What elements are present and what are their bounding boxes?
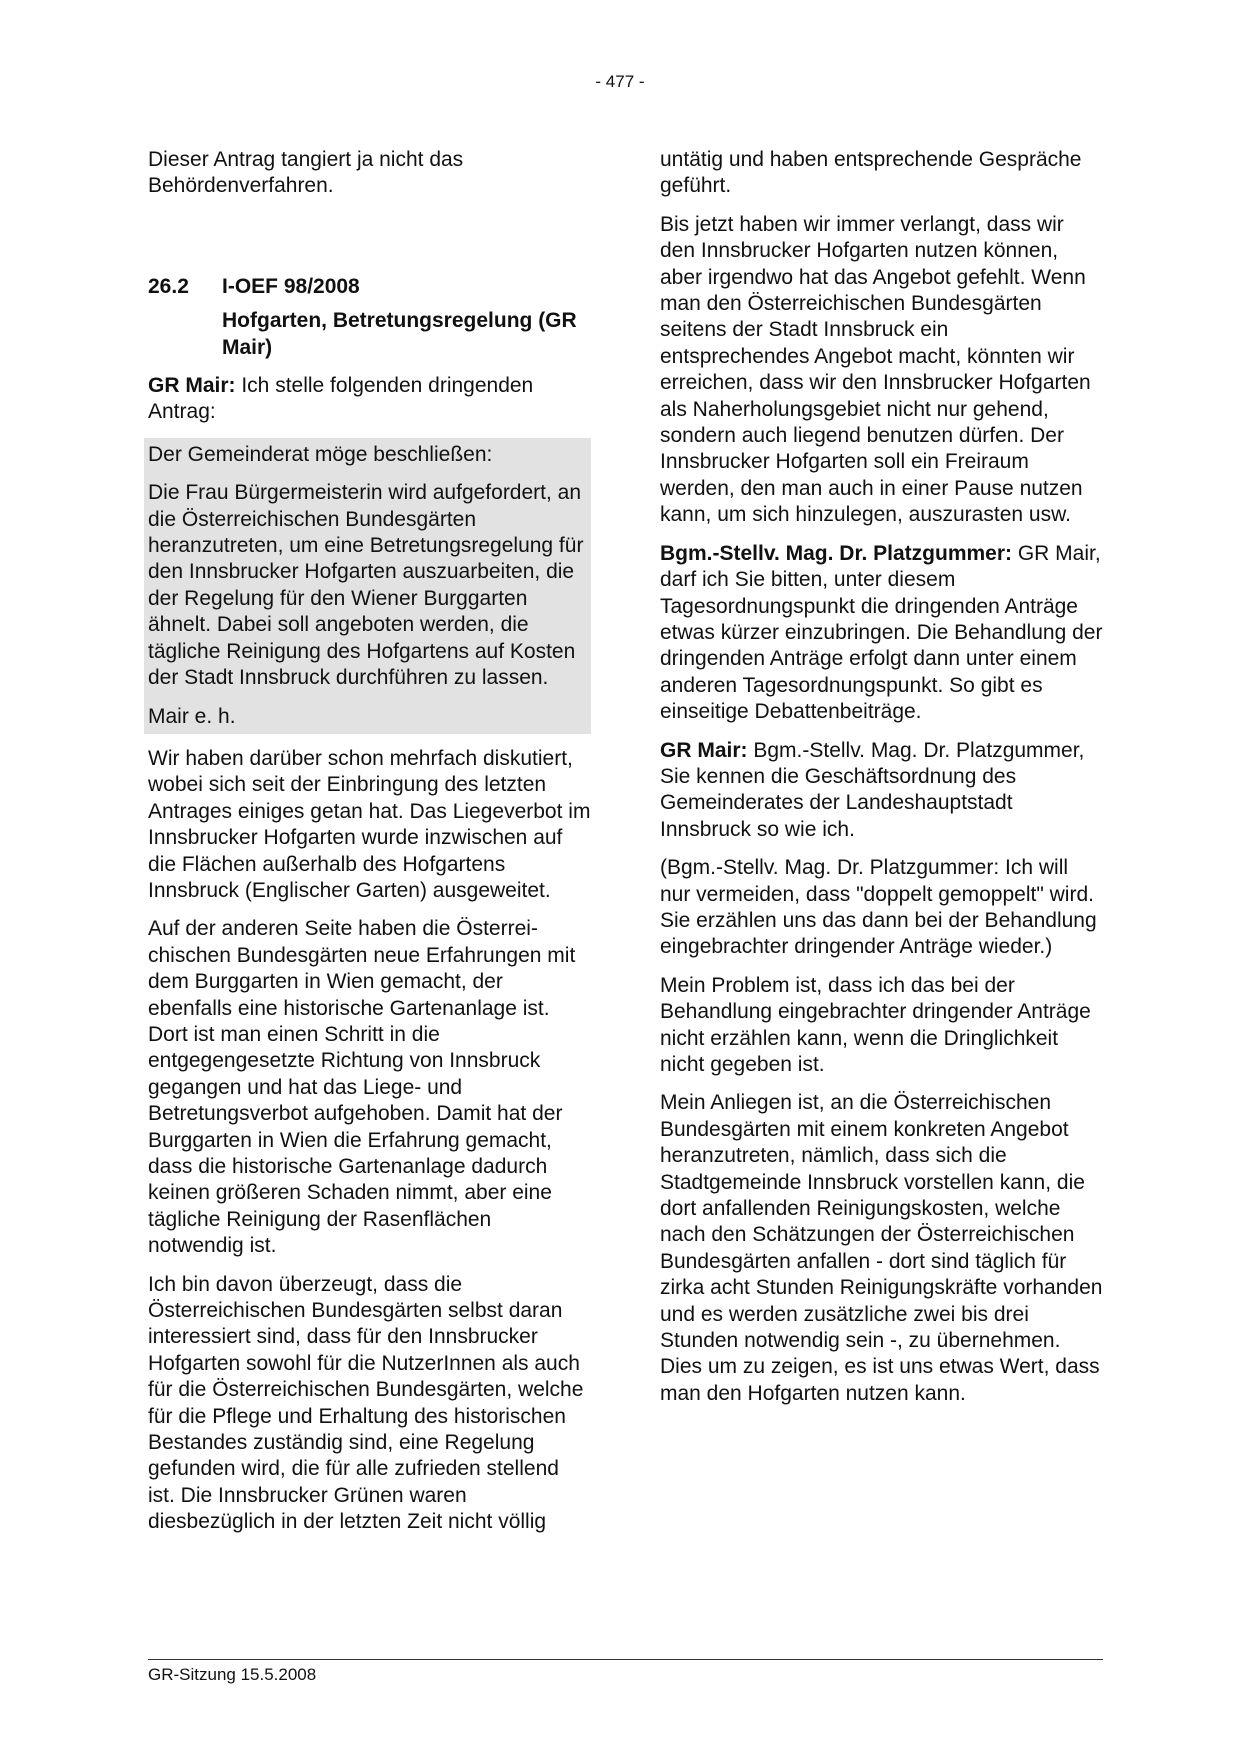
agenda-item-heading (148, 274, 591, 300)
speaker-name: GR Mair: (660, 738, 748, 762)
speech-paragraph (660, 541, 1103, 726)
speaker-name: GR Mair: (148, 374, 236, 398)
speech-text: Ich stelle folgenden dringenden Antrag: (148, 374, 534, 424)
agenda-item-code: I-OEF 98/2008 (222, 274, 360, 298)
motion-signature: Mair e. h. (148, 704, 236, 728)
speech-paragraph (660, 738, 1103, 844)
agenda-item-title: Hofgarten, Betretungsregelung (GR Mair) (222, 309, 577, 359)
footer-session-date: GR-Sitzung 15.5.2008 (148, 1665, 317, 1684)
intro-paragraph: Dieser Antrag tangiert ja nicht das Behördenverfahren. (148, 148, 464, 198)
footer-divider (148, 1659, 1103, 1660)
motion-body: Die Frau Bürgermeisterin wird aufgefordert, an die Österreichischen Bundesgärten heranzutreten, um eine Betretungsregelung für den Innsbrucker Hofgarten auszuarbeiten, die der Regelung für den Wiener Burggarten ähnelt. Dabei soll angeboten werden, die tägliche Reinigung des Hofgartens auf Kosten der Stadt Innsbruck durchführen zu lassen. (148, 481, 584, 690)
right-column (660, 147, 1103, 1419)
speech-paragraph (148, 373, 591, 426)
body-paragraph: Ich bin davon überzeugt, dass die Österreichischen Bundesgärten selbst daran interessiert sind, dass für den Innsbrucker Hofgarten sowohl für die NutzerInnen als auch für die Österreichischen Bundesgärten, welche für die Pflege und Erhaltung des historischen Bestandes zuständig sind, eine Regelung gefunden wird, die für alle zufrieden stellend ist. Die Innsbrucker Grünen waren diesbezüglich in der letzten Zeit nicht völlig (148, 1272, 584, 1534)
motion-intro: Der Gemeinderat möge beschließen: (148, 442, 493, 466)
body-paragraph: Bis jetzt haben wir immer verlangt, dass wir den Innsbrucker Hofgarten nutzen können, aber irgendwo hat das Angebot gefehlt. Wenn man den Österreichischen Bundesgärten seitens der Stadt Innsbruck ein entsprechendes Angebot macht, könnten wir erreichen, dass wir den Innsbrucker Hofgarten als Naherholungsgebiet nicht nur gehend, sondern auch liegend benutzen dürfen. Der Innsbrucker Hofgarten soll ein Freiraum werden, den man auch in einer Pause nutzen kann, um sich hinzulegen, auszurasten usw. (660, 212, 1091, 527)
body-paragraph: Wir haben darüber schon mehrfach diskutiert, wobei sich seit der Einbringung des letzten Antrages einiges getan hat. Das Liegeverbot im Innsbrucker Hofgarten wurde inzwischen auf die Flächen außerhalb des Hofgartens Innsbruck (Englischer Garten) ausgeweitet. (148, 746, 591, 902)
body-paragraph: Mein Problem ist, dass ich das bei der Behandlung eingebrachter dringender Anträge nicht erzählen kann, wenn die Dringlichkeit nicht gegeben ist. (660, 973, 1091, 1076)
body-paragraph: Mein Anliegen ist, an die Österreichischen Bundesgärten mit einem konkreten Angebot heranzutreten, nämlich, dass sich die Stadtgemeinde Innsbruck vorstellen kann, die dort anfallenden Reinigungskosten, welche nach den Schätzungen der Österreichischen Bundesgärten anfallen - dort sind täglich für zirka acht Stunden Reinigungskräfte vorhanden und es werden zusätzliche zwei bis drei Stunden notwendig sein -, zu übernehmen. Dies um zu zeigen, es ist uns etwas Wert, dass man den Hofgarten nutzen kann. (660, 1091, 1103, 1405)
left-column (148, 147, 591, 1548)
page-number: - 477 - (595, 72, 645, 91)
section-spacer (148, 212, 591, 274)
interjection-paragraph: (Bgm.-Stellv. Mag. Dr. Platzgummer: Ich will nur vermeiden, dass "doppelt gemoppelt" wird. Sie erzählen uns das dann bei der Behandlung eingebrachter dringender Anträge wieder.) (660, 856, 1097, 959)
body-paragraph: Auf der anderen Seite haben die Österreichischen Bundesgärten neue Erfahrungen mit dem Burggarten in Wien gemacht, der ebenfalls eine historische Gartenanlage ist. Dort ist man einen Schritt in die entgegengesetzte Richtung von Innsbruck gegangen und hat das Liege- und Betretungsverbot aufgehoben. Damit hat der Burggarten in Wien die Erfahrung gemacht, dass die historische Gartenanlage dadurch keinen größeren Schaden nimmt, aber eine tägliche Reinigung der Rasenflächen notwendig ist. (148, 917, 576, 1258)
body-paragraph: untätig und haben entsprechende Gespräche geführt. (660, 148, 1082, 198)
motion-box (144, 438, 591, 734)
speech-text: Bgm.-Stellv. Mag. Dr. Platzgummer, Sie kennen die Geschäftsordnung des Gemeinderates der Landeshauptstadt Innsbruck so wie ich. (660, 738, 1085, 841)
speaker-name: Bgm.-Stellv. Mag. Dr. Platzgummer: (660, 541, 1013, 565)
speech-text: GR Mair, darf ich Sie bitten, unter diesem Tagesordnungspunkt die dringenden Anträge etwas kürzer einzubringen. Die Behandlung der dringenden Anträge erfolgt dann unter einem anderen Tagesordnungspunkt. So gibt es einseitige Debattenbeiträge. (660, 541, 1103, 724)
agenda-item-number: 26.2 (148, 274, 189, 298)
